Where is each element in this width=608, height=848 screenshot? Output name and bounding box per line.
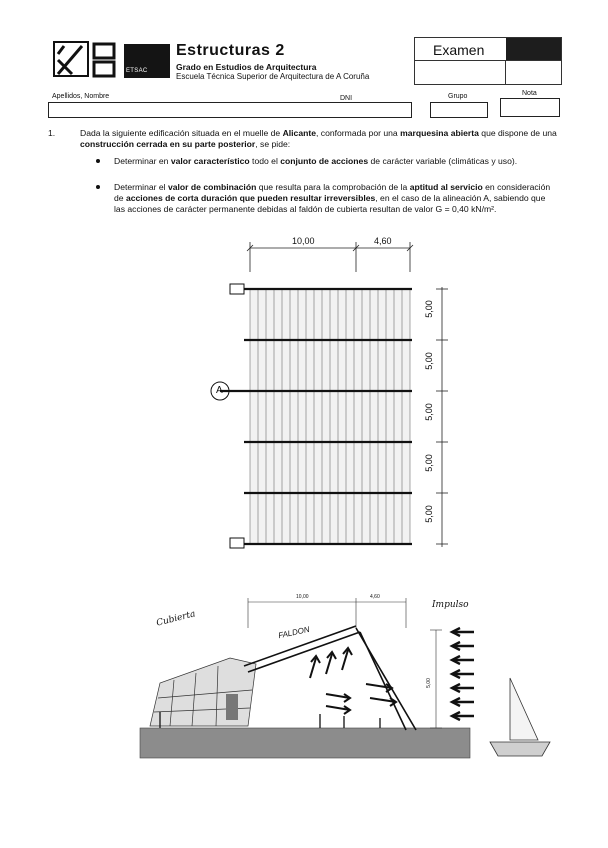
grade-label: Nota — [522, 90, 537, 97]
logo-text: ETSAC — [126, 68, 148, 74]
exam-box — [414, 37, 562, 85]
group-label: Grupo — [448, 93, 468, 100]
plan-axis-label: A — [216, 385, 223, 396]
etsac-logo-icon — [52, 40, 172, 80]
plan-dim-side-5: 5,00 — [423, 505, 434, 523]
course-title: Estructuras 2 — [176, 42, 285, 59]
name-label: Apellidos, Nombre — [52, 93, 110, 100]
question-bullet-2: Determinar el valor de combinación que resulta para la comprobación de la aptitud al servicio en consideración de acciones de corta duración que pueden resultar irreversibles, en el caso de la alineación A, sabiendo que las acciones de carácter permanente debidas al faldón de cubierta resultan de valor G = 0,40 kN/m². — [114, 182, 558, 214]
section-dim-top-2: 4,60 — [370, 594, 380, 600]
question-intro: Dada la siguiente edificación situada en el muelle de Alicante, conformada por una marquesina abierta que dispone de una construcción cerrada en su parte posterior, se pide: — [80, 128, 557, 149]
exam-label: Examen — [433, 42, 485, 58]
section-note-right: Impulso — [432, 600, 469, 610]
plan-dim-side-3: 5,00 — [423, 403, 434, 421]
section-dim-side: 5,00 — [425, 678, 432, 688]
plan-dim-side-4: 5,00 — [423, 454, 434, 472]
plan-dim-top-2: 4,60 — [374, 236, 392, 246]
question-bullet-1: Determinar en valor característico todo el conjunto de acciones de carácter variable (climáticas y uso). — [114, 156, 558, 167]
section-sketch — [130, 588, 570, 768]
group-field[interactable] — [430, 102, 488, 118]
dni-label: DNI — [340, 95, 353, 102]
question-number: 1. — [48, 128, 56, 138]
plan-dim-side-2: 5,00 — [423, 352, 434, 370]
section-faldon-label: FALDON — [277, 624, 311, 641]
grade-field[interactable] — [500, 98, 560, 117]
school-logo — [52, 40, 172, 80]
section-dim-top-1: 10,00 — [296, 594, 309, 600]
exam-dark-cell — [506, 38, 561, 60]
plan-dim-top-1: 10,00 — [292, 236, 315, 246]
school-subtitle: Escuela Técnica Superior de Arquitectura de A Coruña — [176, 72, 370, 81]
section-note-left: Cubierta — [155, 609, 197, 629]
plan-dim-side-1: 5,00 — [423, 300, 434, 318]
roof-plan-drawing — [200, 232, 460, 562]
degree-subtitle: Grado en Estudios de Arquitectura — [176, 62, 317, 72]
name-field[interactable] — [48, 102, 412, 118]
